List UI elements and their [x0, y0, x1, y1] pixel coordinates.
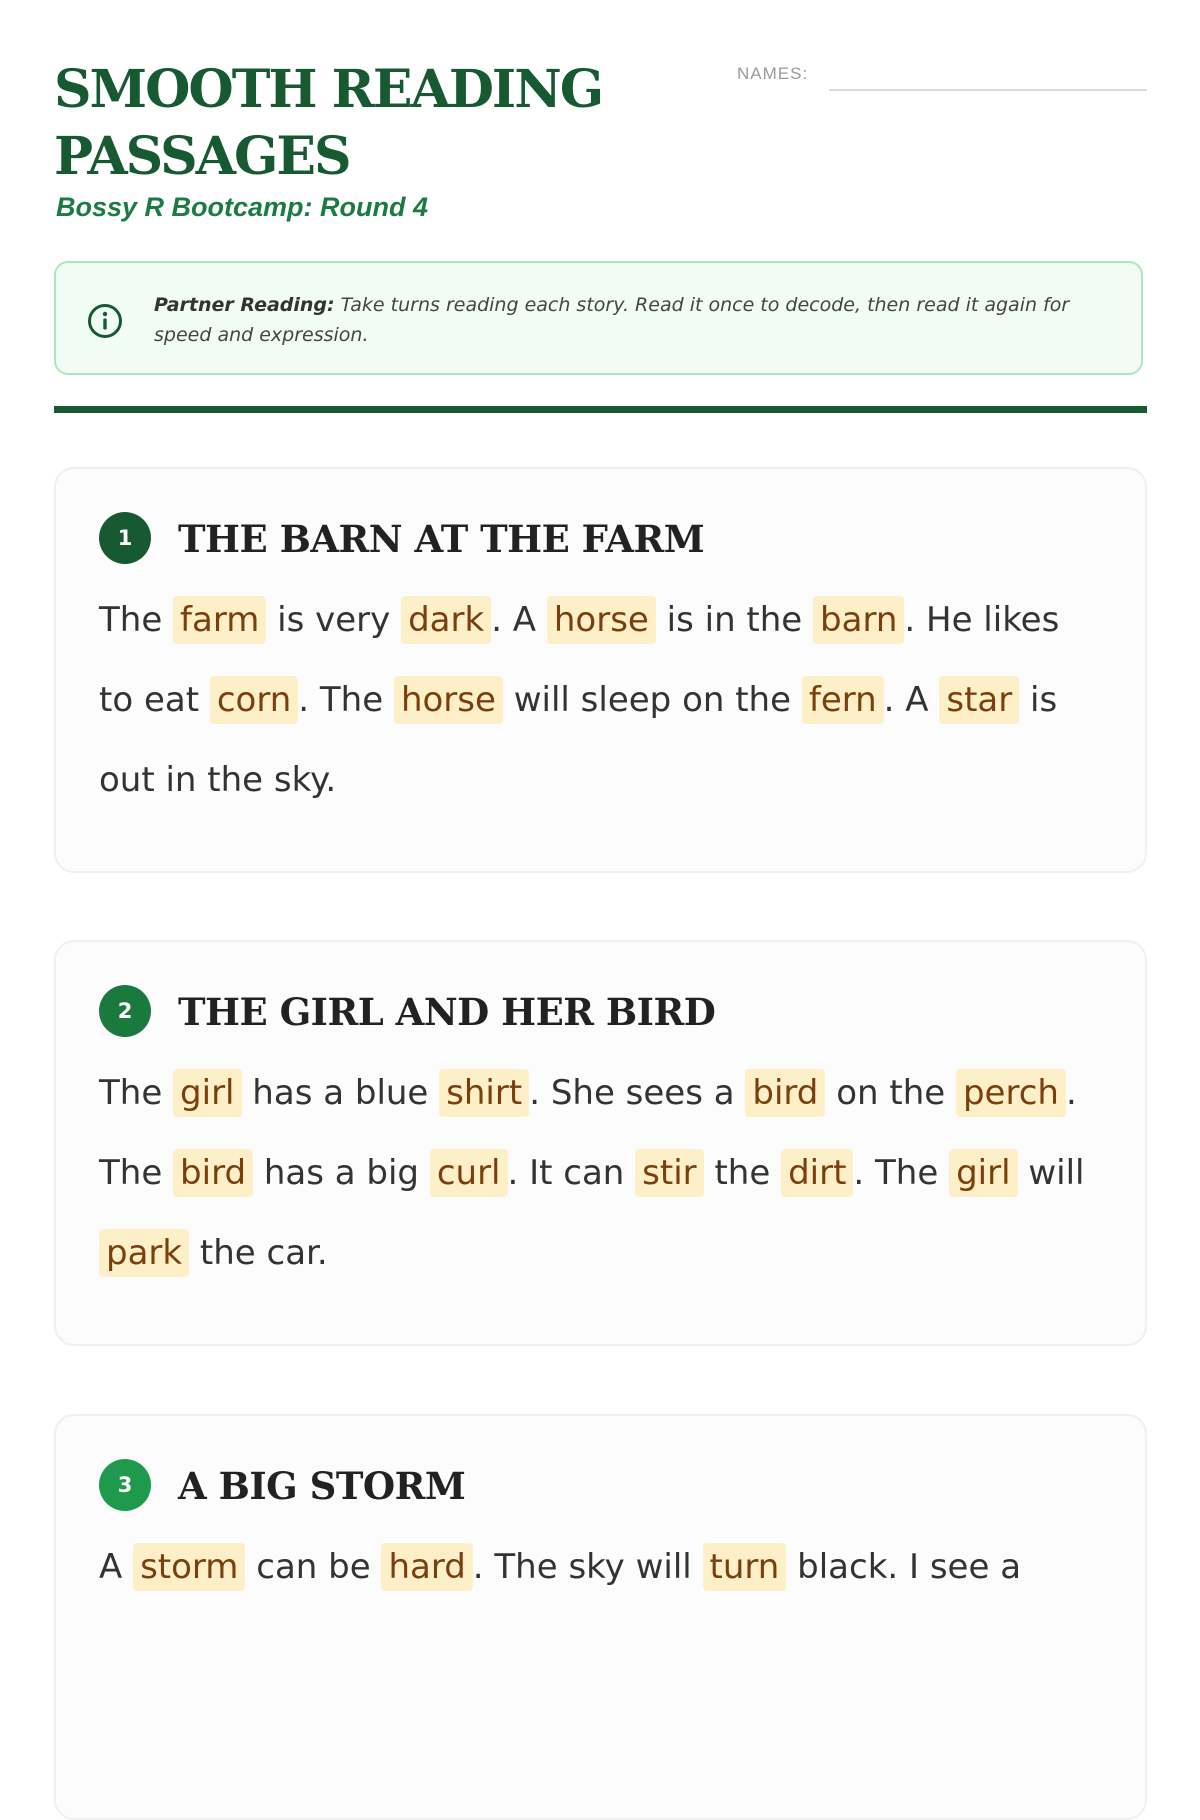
story-text-segment: . A — [491, 600, 547, 640]
story-text-segment: has a big — [253, 1153, 430, 1193]
page-subtitle: Bossy R Bootcamp: Round 4 — [56, 192, 429, 222]
page-title: SMOOTH READING PASSAGES — [54, 59, 603, 187]
names-write-line[interactable] — [829, 89, 1147, 91]
worksheet-page — [54, 0, 1147, 1587]
bossy-r-word: shirt — [439, 1069, 529, 1117]
story-number-badge: 3 — [99, 1459, 151, 1511]
story-text-segment: the car. — [189, 1233, 328, 1273]
bossy-r-word: stir — [635, 1149, 703, 1197]
story-card-1 — [54, 467, 1147, 873]
instructions-body: Take turns reading each story. Read it once to decode, then read it again for speed and expression. — [154, 294, 1070, 346]
bossy-r-word: girl — [173, 1069, 241, 1117]
story-title: THE BARN AT THE FARM — [178, 517, 705, 561]
story-number-badge: 2 — [99, 985, 151, 1037]
story-text-segment: can be — [245, 1547, 382, 1587]
section-divider — [54, 406, 1147, 413]
bossy-r-word: bird — [745, 1069, 825, 1117]
story-text-segment: will — [1017, 1153, 1085, 1193]
story-card-2 — [54, 940, 1147, 1346]
story-text-segment: is very — [266, 600, 402, 640]
bossy-r-word: bird — [173, 1149, 253, 1197]
bossy-r-word: dirt — [781, 1149, 853, 1197]
story-text-segment: has a blue — [241, 1073, 440, 1113]
story-text-segment: . The — [853, 1153, 950, 1193]
story-text-segment: black. I see a — [786, 1547, 1022, 1587]
story-title: A BIG STORM — [178, 1464, 466, 1508]
story-card-3 — [54, 1414, 1147, 1820]
bossy-r-word: hard — [381, 1543, 472, 1591]
story-text-segment: . She sees a — [529, 1073, 746, 1113]
story-number-badge: 1 — [99, 512, 151, 564]
instructions-label: Partner Reading: — [154, 294, 335, 316]
bossy-r-word: perch — [956, 1069, 1066, 1117]
story-text — [99, 1053, 1099, 1293]
bossy-r-word: curl — [430, 1149, 508, 1197]
story-text-segment: The — [99, 1073, 174, 1113]
story-text-segment: . The — [298, 680, 394, 720]
info-circle-icon — [87, 303, 123, 339]
story-text — [99, 1527, 1099, 1607]
story-text-segment: A — [99, 1547, 134, 1587]
bossy-r-word: dark — [401, 596, 491, 644]
story-text — [99, 580, 1099, 820]
story-title: THE GIRL AND HER BIRD — [178, 990, 716, 1034]
instructions-box — [54, 261, 1143, 375]
story-text-segment: will sleep on the — [502, 680, 802, 720]
bossy-r-word: fern — [802, 676, 884, 724]
bossy-r-word: park — [99, 1229, 189, 1277]
story-text-segment: . He likes to eat — [99, 600, 1060, 720]
story-text-segment: the — [703, 1153, 782, 1193]
bossy-r-word: girl — [949, 1149, 1017, 1197]
bossy-r-word: star — [939, 676, 1019, 724]
header — [54, 0, 1147, 245]
story-text-segment: . The — [99, 1073, 1077, 1193]
story-text-segment: on the — [825, 1073, 956, 1113]
bossy-r-word: corn — [210, 676, 298, 724]
bossy-r-word: turn — [703, 1543, 787, 1591]
story-text-segment: . The sky will — [472, 1547, 703, 1587]
names-label: NAMES: — [737, 64, 809, 83]
bossy-r-word: horse — [394, 676, 503, 724]
names-field[interactable] — [737, 60, 1147, 94]
story-text-segment: . A — [883, 680, 940, 720]
instructions-text — [154, 290, 1114, 350]
bossy-r-word: storm — [133, 1543, 245, 1591]
story-text-segment: The — [99, 600, 174, 640]
bossy-r-word: horse — [547, 596, 656, 644]
bossy-r-word: farm — [173, 596, 266, 644]
bossy-r-word: barn — [813, 596, 904, 644]
story-text-segment: is out in the sky. — [99, 680, 1058, 800]
story-text-segment: is in the — [655, 600, 814, 640]
story-text-segment: . It can — [507, 1153, 636, 1193]
